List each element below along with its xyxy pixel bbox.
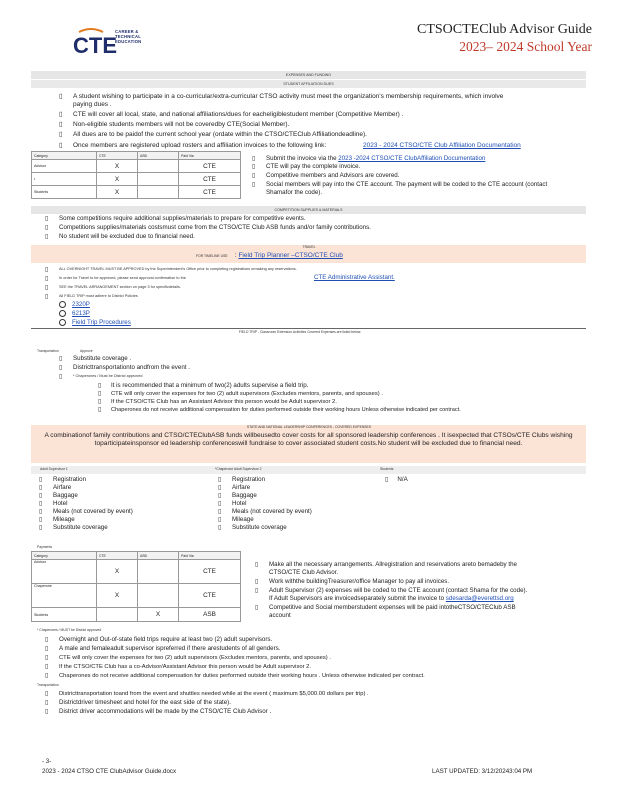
payments-note: If Adult Supervisors are invoicedseparately submit the invoice to sdesarda@everettsd.org	[269, 595, 514, 602]
transportation-heading: Transportation	[37, 683, 59, 687]
membership-bullet: All dues are to be paidof the current school year (ordate within the CTSO/CTEClub Affiliationdeadline).	[73, 131, 367, 138]
chaperone-bullet: CTE will only cover the expenses for two (2) adult supervisors (Excludes mentors, parents, and spouses) .	[59, 655, 331, 661]
chaperone-heading: * Chaperones / MUST be District approved	[37, 628, 102, 632]
col-category: Category	[32, 152, 97, 160]
travel-bullet: ALL OVERNIGHT TRAVEL MUST BE APPROVED by the Superintendent's Office prior to completing registrations ormaking any reservations.	[59, 267, 297, 271]
payments-note: Make all the necessary arrangements. Allregistration and reservations areto bemadeby the	[269, 561, 517, 568]
bullet-marker: ▯	[59, 142, 63, 149]
conference-columns-header	[31, 466, 586, 474]
policy-item[interactable]: Field Trip Procedures	[59, 319, 131, 327]
chaperone-bullet: A male and femaleadult supervisor ispreferred if there arestudents of all genders.	[59, 645, 281, 652]
col-cte: CTE	[97, 552, 138, 560]
supplies-bullet: Some competitions require additional supplies/materials to prepare for competitive events.	[59, 215, 306, 222]
bullet-marker: ▯	[59, 111, 63, 118]
dues-note: Competitive members and Advisors are covered.	[266, 172, 400, 179]
col-category: Category	[32, 552, 97, 560]
conference-col-heading: Adult Supervisor 1	[40, 467, 68, 471]
payments-note: CTSO/CTE Club Advisor.	[269, 569, 339, 576]
bullet-marker: ▯	[59, 131, 63, 138]
supplies-heading: COMPETITION SUPPLIES & MATERIALS	[31, 206, 586, 214]
supplies-bullet: No student will be excluded due to financial need.	[59, 233, 195, 240]
approve-label: Approve	[80, 349, 93, 353]
membership-bullet: Once members are registered upload rosters and affiliation invoices to the following link:	[73, 142, 327, 149]
fieldtrip-heading: FIELD TRIP - Classroom Extension Activities Covered Expenses are listed below:	[238, 330, 362, 334]
dues-note: Submit the invoice via the 2023 -2024 CTSO/CTE ClubAffiliation Documentation	[266, 155, 486, 162]
field-trip-planner-link[interactable]: Field Trip Planner –CTSO/CTE Club	[238, 252, 343, 259]
fieldtrip-bullet: Districttransportationto andfrom the event .	[73, 364, 190, 371]
school-year: 2023– 2024 School Year	[459, 39, 592, 54]
travel-sub: FOR TIMELINE USE : Field Trip Planner –CTSO/CTE Club	[196, 252, 343, 259]
fieldtrip-subbullet: Chaperones do not receive additional compensation for duties performed outside their working hours Unless otherwise indicated per contract.	[111, 407, 461, 413]
travel-bullet: All FIELD TRIP must adhere to District Policies	[59, 294, 138, 298]
transportation-bullet: District driver accommodations will be made by the CTSO/CTE Club Advisor .	[59, 708, 272, 715]
table-row: Chaperone X CTE	[32, 584, 241, 608]
membership-bullet: A student wishing to participate in a co-curricular/extra-curricular CTSO activity must meet the organization's membership requirements, which involve	[73, 93, 504, 100]
logo-letters: CTE	[73, 33, 117, 58]
col-asb: ASB	[138, 552, 179, 560]
payments-note: Competitive and Social memberstudent expenses will be paid intotheCTSO/CTEClub ASB	[269, 604, 516, 611]
payments-note: account	[269, 612, 291, 619]
footer-filename: 2023 - 2024 CTSO CTE ClubAdvisor Guide.docx	[42, 768, 177, 775]
conference-col-heading: Students	[380, 467, 394, 471]
fieldtrip-subbullet: It is recommended that a minimum of two(2) adults supervise a field trip.	[111, 382, 309, 389]
table-row: Advisor X CTE	[32, 160, 241, 173]
transportation-bullet: Districtdriver timesheet and hotel for the east side of the state).	[59, 699, 231, 706]
membership-bullet: CTE will cover all local, state, and national affiliations/dues for eacheligiblestudent member (Competitive Member) .	[73, 111, 404, 118]
policy-item[interactable]: 2320P	[59, 301, 90, 309]
payments-label: Payments	[37, 545, 53, 549]
col-asb: ASB	[138, 152, 179, 160]
travel-heading: TRAVEL	[302, 245, 316, 249]
fieldtrip-bullet: Substitute coverage .	[73, 355, 132, 362]
conference-col-2: ▯ Registration ▯ Airfare ▯ Baggage ▯ Hotel ▯ Meals (not covered by event) ▯ Mileage ▯ Substitute coverage	[218, 476, 312, 531]
conference-col-3: ▯ N/A	[385, 476, 408, 483]
payments-table	[31, 551, 241, 622]
col-paid-via: Paid Via	[179, 152, 241, 160]
transportation-bullet: Districttransportation toand from the event and shuttles needed while at the event ( maximum $5,000.00 dollars per trip) .	[59, 691, 369, 697]
travel-bullet: SEE the TRAVEL ARRANGEMENT section on page 3 for specificdetails.	[59, 285, 181, 289]
table-row: Advisor X CTE	[32, 560, 241, 584]
table-row: Students X ASB	[32, 608, 241, 622]
dues-note: Shamafor the code).	[266, 189, 323, 196]
dues-note-link[interactable]: 2023 -2024 CTSO/CTE ClubAffiliation Documentation	[338, 155, 486, 162]
affiliation-upload-link[interactable]: 2023 - 2024 CTSO/CTE Club Affiliation Documentation	[363, 142, 521, 149]
policy-item[interactable]: 6213P	[59, 310, 90, 318]
conference-col-heading: *Chaperone Adult Supervisor 2	[215, 467, 262, 471]
dues-note: CTE will pay the complete invoice.	[266, 163, 361, 170]
chaperone-bullet: Overnight and Out-of-state field trips require at least two (2) adult supervisors.	[59, 636, 273, 643]
dues-table	[31, 151, 241, 199]
guide-title: CTSOCTEClub Advisor Guide	[416, 22, 592, 37]
travel-bullet: In order for Travel to be approved, please send approval confirmation to the	[59, 276, 186, 280]
table-row: Students X CTE	[32, 186, 241, 199]
col-cte: CTE	[97, 152, 138, 160]
footer-last-updated: LAST UPDATED: 3/12/20243:04 PM	[432, 768, 533, 775]
dues-note: Social members will pay into the CTE account. The payment will be coded to the CTE account (contact	[266, 181, 548, 188]
payments-note: Adult Supervisor (2) expenses will be coded to the CTE account (contact Shama for the code).	[269, 587, 528, 594]
affiliation-heading: STUDENT AFFILIATION DUES	[31, 80, 586, 88]
supplies-bullet: Competitions supplies/materials costsmust come from the CTSO/CTE Club ASB funds and/or family contributions.	[59, 224, 371, 231]
fieldtrip-bullet: * Chaperones / Must be District approved	[73, 374, 143, 378]
conference-heading: STATE AND NATIONAL LEADERSHIP CONFERENCES - COVERED EXPENSES	[246, 425, 372, 429]
bullet-marker: ▯	[59, 93, 63, 100]
table-row: • X CTE	[32, 173, 241, 186]
page-number: - 3-	[42, 758, 52, 765]
chaperone-bullet: If the CTSO/CTE Club has a co-Advisor/Assistant Advisor this person would be Adult supervisor 2.	[59, 664, 311, 670]
col-paid-via: Paid Via	[179, 552, 241, 560]
chaperone-bullet: Chaperones do not receive additional compensation for duties performed outside their working hours . Unless otherwise indicated per contract.	[59, 673, 425, 679]
transport-label: Transportation	[37, 349, 59, 353]
logo-text: CAREER & TECHNICAL EDUCATION	[115, 29, 142, 45]
payments-note: Work withthe buildingTreasurer/office Manager to pay all invoices.	[269, 578, 450, 585]
cte-assistant-link[interactable]: CTE Administrative Assistant.	[314, 274, 395, 281]
invoice-email-link[interactable]: sdesarda@everettsd.org	[445, 595, 514, 602]
fieldtrip-subbullet: CTE will only cover the expenses for two (2) adult supervisors (Excludes mentors, parents, and spouses) .	[111, 391, 383, 397]
conference-col-1: ▯ Registration ▯ Airfare ▯ Baggage ▯ Hotel ▯ Meals (not covered by event) ▯ Mileage ▯ Substitute coverage	[39, 476, 133, 531]
conference-paragraph: A combinationof family contributions and CTSO/CTEClubASB funds willbeusedto cover costs for all sponsored leadership conferences . It isexpected that CTSOs/CTE Clubs wishing toparticipateinsponsor ed leadership conferenceswill fundraise to cover associated student costs.No student will be excluded due to financial need.	[44, 432, 573, 448]
expenses-heading: EXPENSES AND FUNDING	[31, 71, 586, 79]
membership-bullet: Non-eligible students members will not be coveredby CTE(Social Member).	[73, 121, 290, 128]
divider	[31, 328, 586, 329]
bullet-marker: ▯	[59, 121, 63, 128]
membership-bullet: paying dues .	[73, 101, 112, 108]
fieldtrip-subbullet: If the CTSO/CTE Club has an Assistant Advisor this person would be Adult supervisor 2.	[111, 399, 337, 405]
